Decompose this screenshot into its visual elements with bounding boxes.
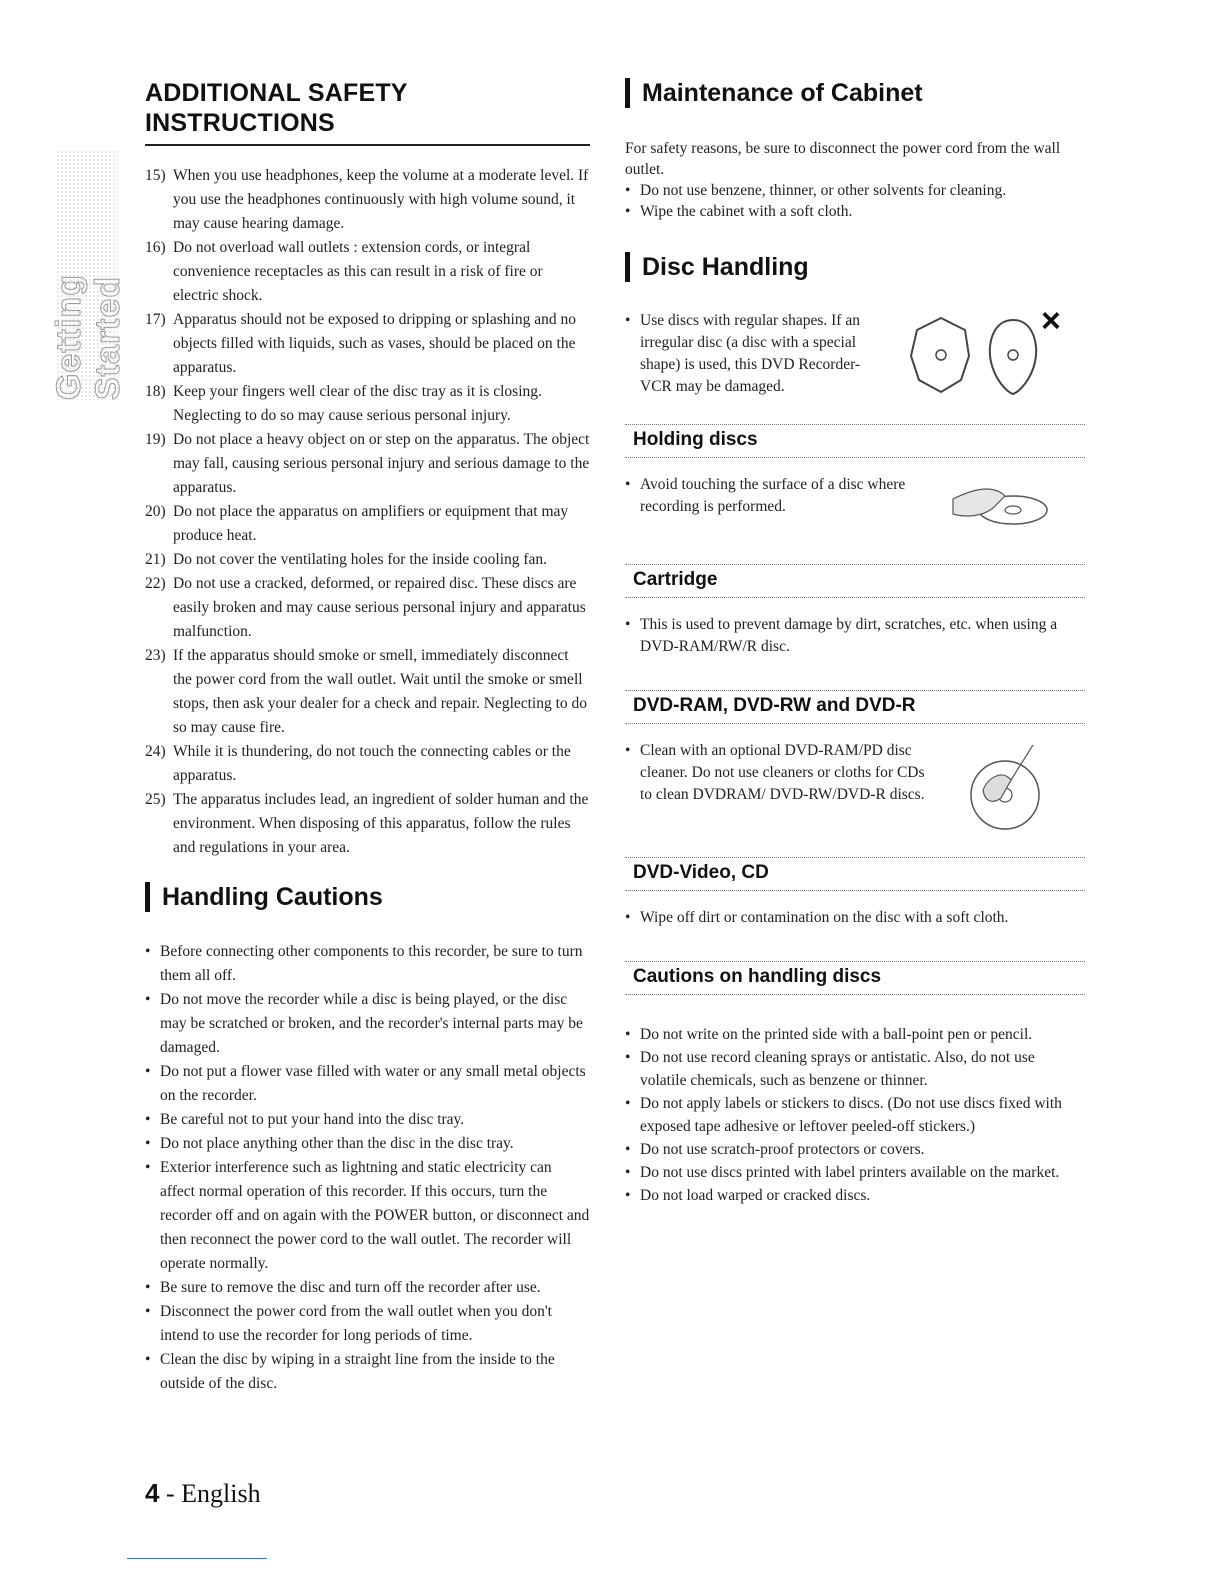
item-number: 21)	[145, 551, 166, 568]
list-item	[145, 644, 590, 740]
item-number: 20)	[145, 503, 166, 520]
list-item: • Do not use discs printed with label printers available on the market.	[625, 1161, 1085, 1184]
heading-bar	[625, 78, 630, 108]
page-language: English	[181, 1479, 261, 1508]
item-number: 17)	[145, 311, 166, 328]
list-item: • Do not apply labels or stickers to discs. (Do not use discs fixed with exposed tape adhesive or leftover peeled-off stickers.)	[625, 1092, 1085, 1138]
disc-shapes-illustration	[903, 302, 1073, 400]
dvd-ram-heading: DVD-RAM, DVD-RW and DVD-R	[625, 690, 1085, 724]
list-item: • Clean the disc by wiping in a straight line from the inside to the outside of the disc.	[145, 1348, 590, 1396]
maintenance-heading	[625, 78, 1085, 108]
list-item	[145, 428, 590, 500]
list-item	[145, 572, 590, 644]
cartridge-list	[625, 614, 1085, 658]
page-number: 4	[145, 1478, 160, 1508]
item-text: Do not cover the ventilating holes for the inside cooling fan.	[173, 551, 548, 568]
item-number: 23)	[145, 647, 166, 664]
list-item: • Before connecting other components to this recorder, be sure to turn them all off.	[145, 940, 590, 988]
item-text: The apparatus includes lead, an ingredient of solder human and the environment. When disposing of this apparatus, follow the rules and regulations in your area.	[173, 791, 589, 856]
safety-list	[145, 164, 590, 860]
list-item	[145, 236, 590, 308]
irregular-disc-shape	[911, 318, 969, 392]
dvd-video-list	[625, 907, 1085, 929]
heading-bar	[145, 882, 150, 912]
list-item: • Avoid touching the surface of a disc where recording is performed.	[625, 474, 925, 518]
list-item	[145, 380, 590, 428]
cartridge-heading: Cartridge	[625, 564, 1085, 598]
dvd-video-heading: DVD-Video, CD	[625, 857, 1085, 891]
heading-bar	[625, 252, 630, 282]
item-text: Do not place a heavy object on or step on the apparatus. The object may fall, causing serious personal injury and serious damage to the apparatus.	[173, 431, 590, 496]
handling-cautions-list	[145, 940, 590, 1396]
item-number: 18)	[145, 383, 166, 400]
list-item: • Be sure to remove the disc and turn off the recorder after use.	[145, 1276, 590, 1300]
maintenance-intro: For safety reasons, be sure to disconnect the power cord from the wall outlet.	[625, 140, 1061, 178]
list-item	[145, 740, 590, 788]
list-item: • Clean with an optional DVD-RAM/PD disc cleaner. Do not use cleaners or cloths for CDs to clean DVDRAM/ DVD-RW/DVD-R discs.	[625, 740, 935, 806]
side-tab	[50, 150, 127, 400]
list-item: • Disconnect the power cord from the wall outlet when you don't intend to use the recorder for long periods of time.	[145, 1300, 590, 1348]
x-mark-icon: ×	[1041, 302, 1061, 340]
list-item	[145, 164, 590, 236]
left-column	[145, 78, 590, 1396]
list-item: • Use discs with regular shapes. If an irregular disc (a disc with a special shape) is used, this DVD Recorder-VCR may be damaged.	[625, 310, 885, 398]
heading-text: Disc Handling	[642, 253, 809, 281]
list-item	[145, 548, 590, 572]
list-item: • Do not use record cleaning sprays or antistatic. Also, do not use volatile chemicals, such as benzene or thinner.	[625, 1046, 1085, 1092]
item-number: 19)	[145, 431, 166, 448]
list-item: • Do not move the recorder while a disc is being played, or the disc may be scratched or broken, and the recorder's internal parts may be damaged.	[145, 988, 590, 1060]
handling-cautions-heading	[145, 882, 590, 912]
page-footer	[145, 1478, 261, 1509]
item-text: Keep your fingers well clear of the disc tray as it is closing. Neglecting to do so may cause serious personal injury.	[173, 383, 542, 424]
heading-text: Maintenance of Cabinet	[642, 79, 923, 107]
list-item: • Do not use benzene, thinner, or other solvents for cleaning.	[625, 180, 1085, 201]
list-item: • This is used to prevent damage by dirt, scratches, etc. when using a DVD-RAM/RW/R disc.	[625, 614, 1085, 658]
item-number: 24)	[145, 743, 166, 760]
list-item: • Exterior interference such as lightning and static electricity can affect normal operation of this recorder. If this occurs, turn the recorder off and on again with the POWER button, or disconnect and then reconnect the power cord to the wall outlet. The recorder will operate normally.	[145, 1156, 590, 1276]
side-tab-label: Getting Started	[50, 274, 127, 400]
disc-handling-heading	[625, 252, 1085, 282]
item-text: Do not place the apparatus on amplifiers or equipment that may produce heat.	[173, 503, 569, 544]
item-number: 15)	[145, 167, 166, 184]
footer-rule	[127, 1558, 267, 1559]
list-item: • Wipe the cabinet with a soft cloth.	[625, 201, 1085, 222]
heart-disc-shape	[990, 320, 1036, 394]
item-text: When you use headphones, keep the volume at a moderate level. If you use the headphones continuously with high volume sound, it may cause hearing damage.	[173, 167, 589, 232]
list-item	[145, 788, 590, 860]
page-title: ADDITIONAL SAFETY INSTRUCTIONS	[145, 78, 590, 146]
item-text: While it is thundering, do not touch the connecting cables or the apparatus.	[173, 743, 571, 784]
item-text: Apparatus should not be exposed to dripping or splashing and no objects filled with liquids, such as vases, should be placed on the apparatus.	[173, 311, 576, 376]
page-separator: -	[159, 1479, 182, 1508]
list-item: • Be careful not to put your hand into the disc tray.	[145, 1108, 590, 1132]
hand-holding-disc-icon	[943, 474, 1053, 534]
disc-hole	[936, 350, 946, 360]
cautions-heading: Cautions on handling discs	[625, 961, 1085, 995]
item-number: 16)	[145, 239, 166, 256]
list-item: • Do not write on the printed side with a ball-point pen or pencil.	[625, 1023, 1085, 1046]
list-item: • Do not put a flower vase filled with water or any small metal objects on the recorder.	[145, 1060, 590, 1108]
list-item: • Do not use scratch-proof protectors or covers.	[625, 1138, 1085, 1161]
cautions-list	[625, 1023, 1085, 1207]
disc-cleaning-icon	[955, 740, 1045, 835]
list-item: • Do not place anything other than the disc in the disc tray.	[145, 1132, 590, 1156]
disc-hole	[1008, 350, 1018, 360]
list-item	[145, 500, 590, 548]
item-number: 25)	[145, 791, 166, 808]
disc-handling-list	[625, 310, 885, 400]
item-number: 22)	[145, 575, 166, 592]
list-item: • Do not load warped or cracked discs.	[625, 1184, 1085, 1207]
heading-text: Handling Cautions	[162, 883, 383, 911]
item-text: Do not overload wall outlets : extension cords, or integral convenience receptacles as this can result in a risk of fire or electric shock.	[173, 239, 543, 304]
right-column	[625, 78, 1085, 1207]
dvd-ram-list	[625, 740, 935, 835]
holding-discs-list	[625, 474, 925, 534]
holding-discs-heading: Holding discs	[625, 424, 1085, 458]
maintenance-list	[625, 180, 1085, 222]
item-text: Do not use a cracked, deformed, or repaired disc. These discs are easily broken and may cause serious personal injury and apparatus malfunction.	[173, 575, 586, 640]
list-item	[145, 308, 590, 380]
item-text: If the apparatus should smoke or smell, immediately disconnect the power cord from the wall outlet. Wait until the smoke or smell stops, then ask your dealer for a check and repair. Neglecting to do so may cause fire.	[173, 647, 588, 736]
list-item: • Wipe off dirt or contamination on the disc with a soft cloth.	[625, 907, 1085, 929]
